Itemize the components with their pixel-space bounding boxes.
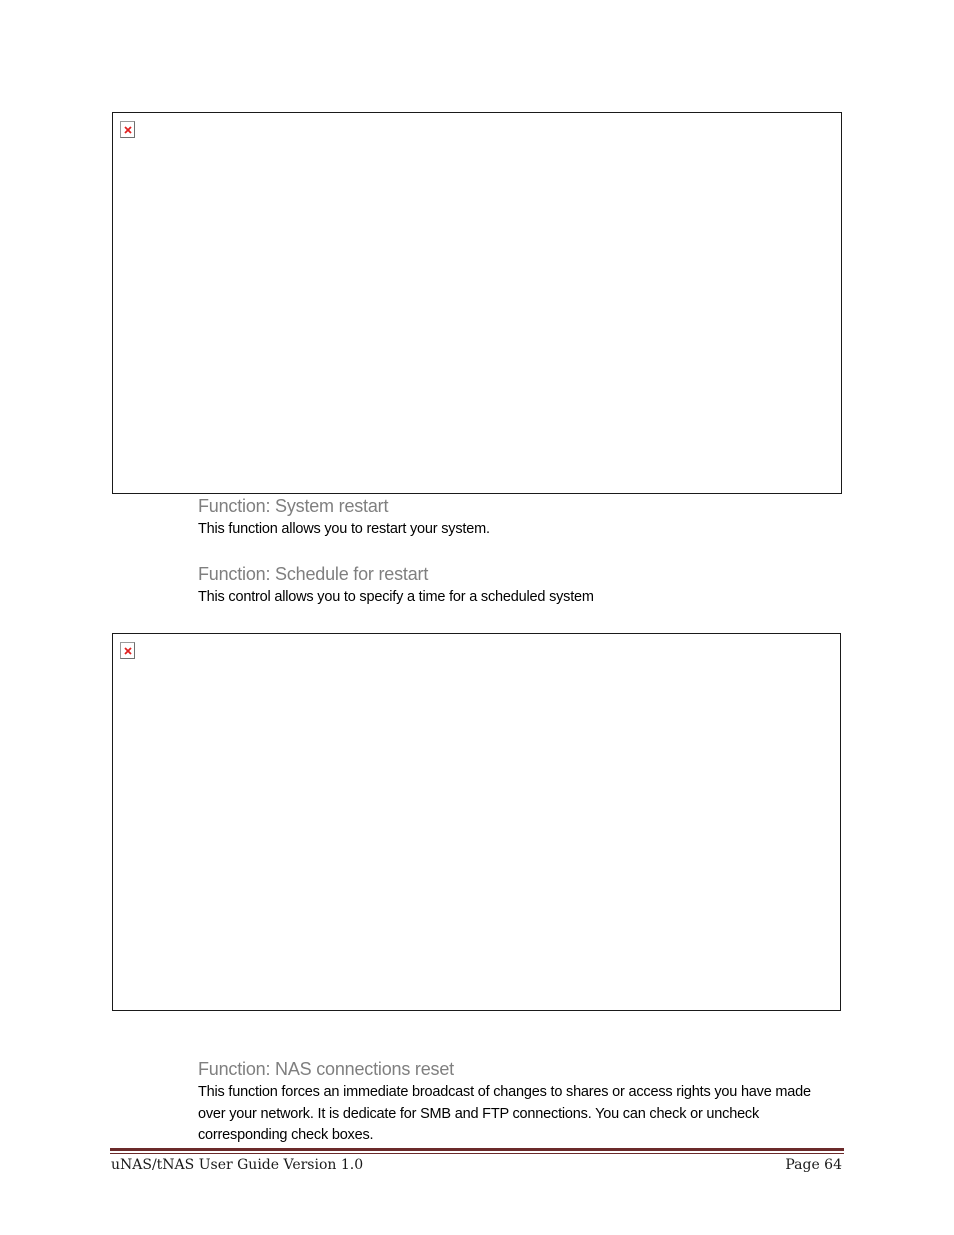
broken-image-icon [120, 642, 135, 659]
section-title-nas-connections-reset: Function: NAS connections reset [198, 1059, 454, 1079]
broken-image-icon [120, 121, 135, 138]
footer-rule-thin [110, 1153, 844, 1154]
footer-page-number: Page 64 [785, 1157, 842, 1173]
footer-rule [110, 1148, 844, 1151]
section-body-nas-connections-reset: This function forces an immediate broadcast of changes to shares or access rights you have made over your network. It is dedicate for SMB and FTP connections. You can check or uncheck corresponding check boxes. [198, 1084, 811, 1143]
section-body-system-restart: This function allows you to restart your system. [198, 521, 490, 537]
section-title-system-restart: Function: System restart [198, 496, 389, 516]
section-title-schedule-restart: Function: Schedule for restart [198, 564, 429, 584]
screenshot-placeholder-2 [112, 633, 841, 1011]
screenshot-placeholder-1 [112, 112, 842, 494]
section-body-schedule-restart: This control allows you to specify a time for a scheduled system [198, 589, 594, 605]
footer-guide-title: uNAS/tNAS User Guide Version 1.0 [111, 1157, 364, 1173]
